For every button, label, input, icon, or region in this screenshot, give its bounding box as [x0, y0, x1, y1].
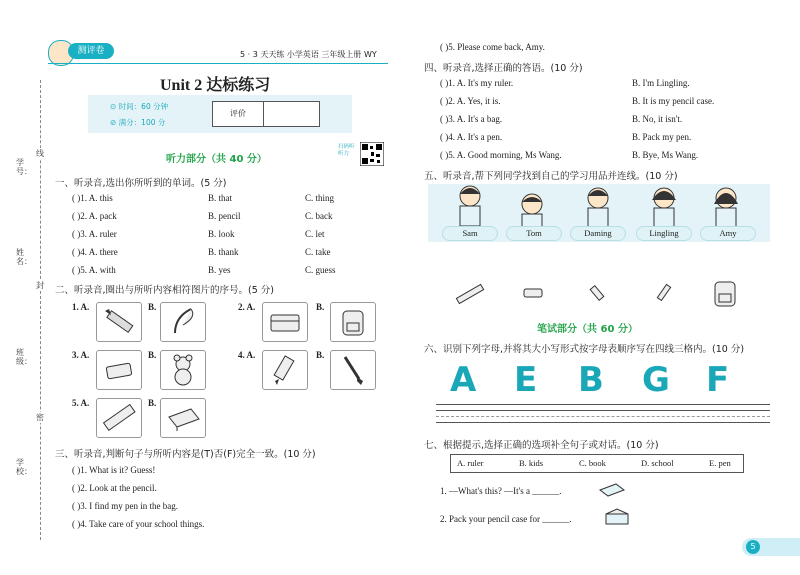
score-table — [212, 101, 320, 127]
answer-a: ( )4. A. It's a pen. — [440, 132, 503, 142]
question-row: ( )1. A. this — [72, 193, 113, 203]
ruler-picture[interactable] — [96, 398, 142, 438]
statement-row: ( )4. Take care of your school things. — [72, 519, 205, 529]
pencil-icon — [105, 309, 133, 332]
item-number: 5. A. — [72, 398, 90, 408]
seal-label-line: 线 — [36, 149, 44, 158]
qr-code-icon[interactable] — [360, 142, 384, 166]
scan-area — [338, 142, 390, 168]
option-b-label: B. — [148, 350, 157, 360]
option-c: C. guess — [305, 265, 336, 275]
series-info: 5 · 3 天天练 小学英语 三年级上册 WY — [240, 50, 377, 59]
option-b: B. that — [208, 193, 232, 203]
section5-title: 五、听录音,帮下列同学找到自己的学习用品并连线。(10 分) — [424, 171, 678, 182]
option-item: E. pen — [709, 458, 731, 468]
pen-item-icon[interactable] — [652, 282, 674, 304]
option-item: D. school — [641, 458, 674, 468]
option-b: B. yes — [208, 265, 231, 275]
letter-card: A — [450, 360, 477, 400]
option-item: B. kids — [519, 458, 544, 468]
name-badge-lingling: Lingling — [636, 226, 692, 241]
section6-title: 六、识别下列字母,并将其大小写形式按字母表顺序写在四线三格内。(10 分) — [424, 344, 745, 355]
writing-lines[interactable] — [436, 404, 770, 422]
option-b: B. pencil — [208, 211, 241, 221]
book-icon — [169, 409, 199, 431]
side-label-school: 学校： — [16, 458, 32, 476]
name-badge-tom: Tom — [506, 226, 562, 241]
eraser-item-icon[interactable] — [522, 286, 544, 300]
pencil-picture[interactable] — [96, 302, 142, 342]
section7-title: 七、根据提示,选择正确的选项补全句子或对话。(10 分) — [424, 440, 659, 451]
fill-question-2: 2. Pack your pencil case for ______. — [440, 514, 572, 524]
line-1 — [436, 404, 770, 405]
item-number: 3. A. — [72, 350, 90, 360]
side-label-name: 姓名： — [16, 248, 32, 266]
option-b: B. look — [208, 229, 235, 239]
answer-b: B. Bye, Ms Wang. — [632, 150, 699, 160]
written-heading: 笔试部分（共 60 分） — [537, 324, 638, 335]
page-number-tab — [742, 538, 800, 556]
question-row: ( )4. A. there — [72, 247, 118, 257]
page-number: 5 — [746, 540, 760, 554]
section1-title: 一、听录音,选出你所听到的单词。(5 分) — [55, 178, 227, 189]
option-c: C. back — [305, 211, 333, 221]
statement-row: ( )3. I find my pen in the bag. — [72, 501, 178, 511]
answer-a: ( )5. A. Good morning, Ms Wang. — [440, 150, 562, 160]
info-box — [88, 95, 352, 133]
clock-icon: ⊙ — [110, 102, 119, 111]
letter-card: E — [514, 360, 538, 400]
eraser-picture[interactable] — [96, 350, 142, 390]
pencil-case-icon — [271, 315, 299, 331]
seal-label-secret: 密 — [36, 413, 44, 422]
backpack-icon — [343, 311, 363, 335]
answer-b: B. I'm Lingling. — [632, 78, 690, 88]
school-hint-icon — [602, 508, 632, 526]
item-number: 2. A. — [238, 302, 256, 312]
option-b-label: B. — [316, 302, 325, 312]
line-4 — [436, 422, 770, 423]
scan-label: 扫码听听力 — [338, 144, 355, 157]
answer-a: ( )2. A. Yes, it is. — [440, 96, 501, 106]
seal-label-seal: 封 — [36, 281, 44, 290]
marker-picture[interactable] — [262, 350, 308, 390]
fill-question-1: 1. —What's this? —It's a ______. — [440, 486, 562, 496]
badge-label: 测评卷 — [68, 43, 114, 59]
statement-row: ( )5. Please come back, Amy. — [440, 42, 545, 52]
brush-picture[interactable] — [330, 350, 376, 390]
ruler-item-icon[interactable] — [454, 282, 486, 306]
side-label-student-number: 学号： — [16, 158, 32, 176]
answer-b: B. It is my pencil case. — [632, 96, 715, 106]
book-picture[interactable] — [160, 398, 206, 438]
name-badge-daming: Daming — [570, 226, 626, 241]
option-b: B. thank — [208, 247, 239, 257]
answer-a: ( )1. A. It's my ruler. — [440, 78, 514, 88]
name-badge-sam: Sam — [442, 226, 498, 241]
section2-title: 二、听录音,圈出与所听内容相符图片的序号。(5 分) — [55, 285, 274, 296]
line-3 — [436, 416, 770, 417]
statement-row: ( )2. Look at the pencil. — [72, 483, 157, 493]
check-icon: ⊘ — [110, 118, 119, 127]
options-box — [450, 454, 744, 473]
name-badge-amy: Amy — [700, 226, 756, 241]
option-c: C. let — [305, 229, 325, 239]
total-label: ⊘ 满分：100 分 — [110, 118, 166, 127]
letter-card: F — [706, 360, 730, 400]
line-2 — [436, 410, 770, 411]
answer-a: ( )3. A. It's a bag. — [440, 114, 503, 124]
pen-picture[interactable] — [160, 302, 206, 342]
book-hint-icon — [598, 482, 626, 498]
option-b-label: B. — [148, 398, 157, 408]
score-field[interactable] — [264, 102, 318, 126]
pencil-item-icon[interactable] — [588, 282, 610, 304]
option-item: A. ruler — [457, 458, 484, 468]
pencil-case-picture[interactable] — [262, 302, 308, 342]
time-label: ⊙ 时间：60 分钟 — [110, 102, 169, 111]
option-b-label: B. — [148, 302, 157, 312]
brush-pen-icon — [345, 357, 363, 385]
item-number: 4. A. — [238, 350, 256, 360]
question-row: ( )5. A. with — [72, 265, 116, 275]
bag-picture[interactable] — [330, 302, 376, 342]
teddy-bear-icon — [174, 355, 192, 385]
ruler-icon — [104, 405, 135, 431]
side-label-class: 班级： — [16, 348, 32, 366]
letter-card: B — [578, 360, 604, 400]
answer-b: B. No, it isn't. — [632, 114, 683, 124]
listening-heading: 听力部分（共 40 分） — [166, 154, 267, 165]
option-b-label: B. — [316, 350, 325, 360]
question-row: ( )2. A. pack — [72, 211, 117, 221]
option-c: C. thing — [305, 193, 335, 203]
answer-b: B. Pack my pen. — [632, 132, 692, 142]
marker-pen-icon — [274, 356, 294, 385]
letter-card: G — [642, 360, 670, 400]
eraser-icon — [106, 363, 132, 379]
page-title: Unit 2 达标练习 — [160, 77, 271, 94]
item-number: 1. A. — [72, 302, 90, 312]
bear-picture[interactable] — [160, 350, 206, 390]
score-label: 评价 — [213, 102, 264, 126]
option-item: C. book — [579, 458, 606, 468]
option-c: C. take — [305, 247, 331, 257]
question-row: ( )3. A. ruler — [72, 229, 117, 239]
header-rule — [48, 63, 388, 64]
bag-item-icon[interactable] — [712, 278, 738, 308]
section4-title: 四、听录音,选择正确的答语。(10 分) — [424, 63, 583, 74]
section3-title: 三、听录音,判断句子与所听内容是(T)否(F)完全一致。(10 分) — [55, 449, 316, 460]
feather-pen-icon — [175, 309, 193, 333]
statement-row: ( )1. What is it? Guess! — [72, 465, 156, 475]
header-badge — [48, 40, 118, 62]
